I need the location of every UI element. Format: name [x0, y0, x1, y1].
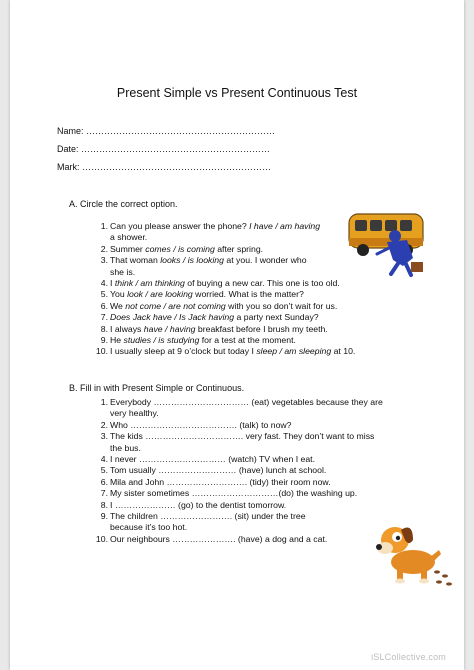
item-text-line	[110, 454, 315, 465]
item-number: 1.	[100, 397, 108, 407]
item-text-line	[110, 443, 141, 454]
info-field-label: Name:	[57, 126, 87, 136]
item-text: Summer	[110, 243, 146, 254]
item-text: she is.	[110, 266, 136, 277]
item-text-line	[110, 278, 340, 289]
item-number: 8.	[100, 323, 108, 334]
item-text: I ………………… (go) to the dentist tomorrow.	[110, 499, 287, 510]
item-text: the bus.	[110, 442, 141, 453]
item-text: for a test at the moment.	[199, 335, 296, 345]
exercise-item	[92, 488, 432, 499]
item-number: 6.	[100, 300, 108, 311]
exercise-item	[92, 312, 422, 323]
item-text: Everybody …………………………… (eat) vegetables because they are	[110, 397, 383, 407]
item-text: That woman	[110, 255, 161, 266]
info-field-blank: ………………………………………………………	[82, 162, 272, 172]
page-title: Present Simple vs Present Continuous Test	[116, 86, 358, 100]
answer-options: comes / is coming	[145, 243, 215, 254]
item-text-line	[110, 431, 374, 442]
item-number: 10.	[95, 533, 108, 544]
item-number: 1.	[100, 221, 108, 231]
exercise-item	[92, 346, 422, 357]
exercise-item	[92, 301, 422, 312]
item-text: You	[110, 289, 128, 300]
item-text: My sister sometimes …………………………(do) the washing up.	[110, 488, 358, 499]
item-text: Mila and John ………………………. (tidy) their room now.	[110, 476, 331, 487]
item-text: Our neighbours …………………. (have) a dog and a cat.	[110, 533, 328, 544]
dog-clipart	[373, 510, 457, 590]
item-number: 5.	[100, 289, 108, 300]
item-text-line	[110, 221, 320, 232]
item-text: of buying a new car. This one is too old.	[184, 278, 340, 288]
running-for-bus-clipart	[347, 212, 427, 280]
answer-options: have / having	[143, 323, 196, 334]
answer-options: sleep / am sleeping	[256, 346, 332, 357]
item-text-line	[110, 522, 187, 533]
item-text: Tom usually ……………………… (have) lunch at school.	[110, 465, 327, 476]
item-text: very healthy.	[110, 408, 159, 419]
exercise-item	[92, 289, 422, 300]
answer-options: looks / is looking	[160, 255, 224, 266]
info-field	[57, 126, 275, 136]
item-number: 8.	[100, 499, 108, 510]
item-text: I always	[110, 323, 144, 334]
info-field-blank: ………………………………………………………	[81, 144, 271, 154]
exercise-item	[92, 335, 422, 346]
item-text: breakfast before I brush my teeth.	[195, 323, 328, 334]
section-b-title: B. Fill in with Present Simple or Continuous.	[69, 383, 245, 393]
item-text: The kids ……………………………. very fast. They don’t want to miss	[110, 431, 375, 442]
item-number: 4.	[100, 278, 108, 288]
footer-watermark: iSLCollective.com	[371, 652, 446, 662]
info-field-blank: ………………………………………………………	[86, 126, 276, 136]
answer-options: Does Jack have / Is Jack having	[110, 312, 235, 323]
item-text: We	[110, 300, 126, 311]
item-text-line	[110, 477, 331, 488]
answer-options: I have / am having	[249, 221, 321, 231]
item-text-line	[110, 465, 326, 476]
exercise-item	[92, 454, 432, 465]
item-text: He	[110, 335, 124, 345]
info-field-label: Mark:	[57, 162, 83, 172]
item-text: I	[110, 278, 115, 288]
item-text-line	[110, 267, 135, 278]
item-text: a shower.	[110, 232, 148, 243]
item-number: 4.	[100, 454, 108, 464]
item-number: 7.	[100, 488, 108, 499]
info-field-label: Date:	[57, 144, 82, 154]
item-number: 7.	[100, 312, 108, 323]
item-text: I usually sleep at 9 o’clock but today I	[110, 346, 257, 357]
item-text-line	[110, 324, 328, 335]
item-text: with you so don’t wait for us.	[225, 300, 338, 311]
item-text-line	[110, 346, 355, 357]
item-text: a party next Sunday?	[234, 312, 319, 323]
item-text: I never ………………………… (watch) TV when I eat.	[110, 454, 316, 464]
item-text: worried. What is the matter?	[192, 289, 304, 300]
item-text: at 10.	[331, 346, 356, 357]
answer-options: look / are looking	[127, 289, 193, 300]
item-text-line	[110, 244, 263, 255]
exercise-item	[92, 397, 432, 420]
item-text-line	[110, 255, 307, 266]
item-number: 10.	[95, 346, 108, 357]
item-text-line	[110, 232, 147, 243]
item-text: Who ………………………………. (talk) to now?	[110, 419, 292, 430]
item-text-line	[110, 312, 319, 323]
info-field	[57, 144, 270, 154]
item-number: 2.	[100, 243, 108, 254]
item-text: after spring.	[214, 243, 264, 254]
exercise-item	[92, 465, 432, 476]
item-text-line	[110, 500, 286, 511]
item-text-line	[110, 534, 327, 545]
item-text: because it’s too hot.	[110, 522, 188, 533]
item-number: 5.	[100, 465, 108, 476]
item-text-line	[110, 488, 357, 499]
item-text-line	[110, 511, 306, 522]
answer-options: not come / are not coming	[125, 300, 226, 311]
item-number: 6.	[100, 476, 108, 487]
answer-options: studies / is studying	[123, 335, 200, 345]
item-text: Can you please answer the phone?	[110, 221, 250, 231]
item-text-line	[110, 335, 296, 346]
item-number: 9.	[100, 335, 108, 345]
info-field	[57, 162, 271, 172]
item-number: 3.	[100, 431, 108, 442]
item-text-line	[110, 289, 304, 300]
item-text-line	[110, 420, 292, 431]
exercise-item	[92, 324, 422, 335]
item-number: 9.	[100, 511, 108, 521]
worksheet-page	[10, 0, 464, 670]
item-number: 3.	[100, 255, 108, 266]
item-number: 2.	[100, 419, 108, 430]
exercise-item	[92, 431, 432, 454]
item-text-line	[110, 397, 383, 408]
item-text-line	[110, 408, 159, 419]
item-text-line	[110, 301, 337, 312]
answer-options: think / am thinking	[114, 278, 185, 288]
exercise-item	[92, 420, 432, 431]
item-text: at you. I wonder who	[223, 255, 307, 266]
item-text: The children ……………………. (sit) under the tree	[110, 511, 306, 521]
exercise-item	[92, 477, 432, 488]
section-a-title: A. Circle the correct option.	[69, 199, 178, 209]
